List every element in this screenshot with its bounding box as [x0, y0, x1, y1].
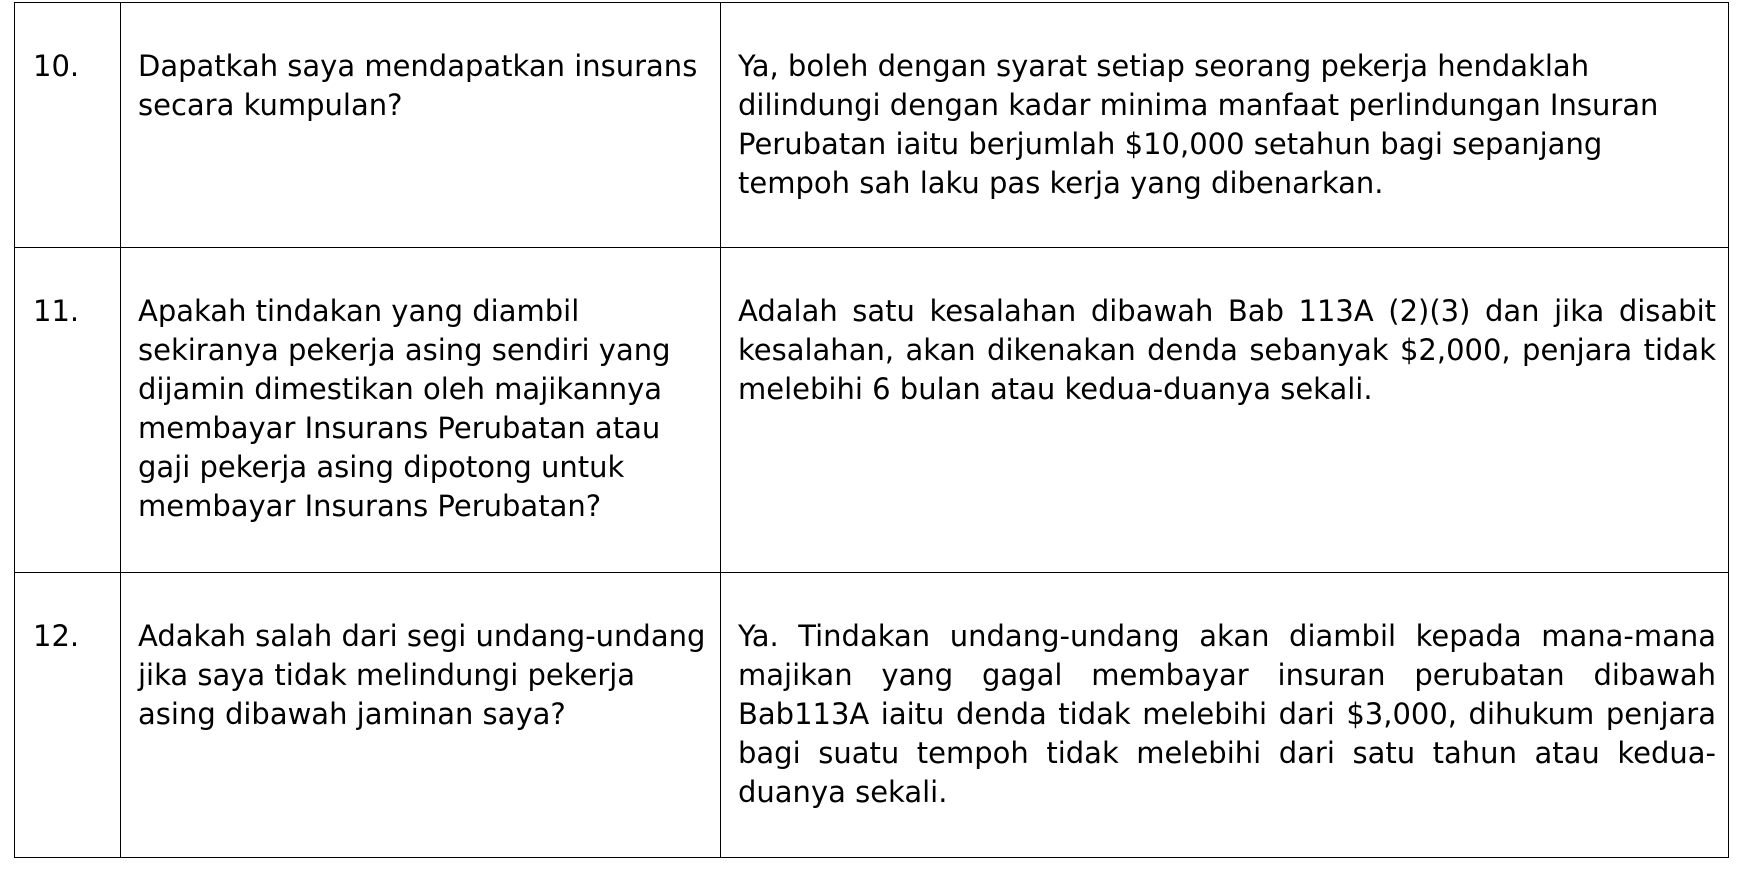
faq-row — [15, 573, 1729, 858]
faq-answer: Adalah satu kesalahan dibawah Bab 113A (2)(3) dan jika disabit kesalahan, akan dikenakan denda sebanyak $2,000, penjara tidak melebihi 6 bulan atau kedua-duanya sekali. — [721, 248, 1729, 573]
faq-answer: Ya. Tindakan undang-undang akan diambil kepada mana-mana majikan yang gagal membayar insuran perubatan dibawah Bab113A iaitu denda tidak melebihi dari $3,000, dihukum penjara bagi suatu tempoh tidak melebihi dari satu tahun atau kedua-duanya sekali. — [721, 573, 1729, 858]
faq-row — [15, 248, 1729, 573]
faq-question: Adakah salah dari segi undang-undang jika saya tidak melindungi pekerja asing dibawah jaminan saya? — [121, 573, 721, 858]
faq-number: 12. — [15, 573, 121, 858]
faq-table — [14, 2, 1729, 858]
faq-question: Dapatkah saya mendapatkan insurans secara kumpulan? — [121, 3, 721, 248]
faq-question: Apakah tindakan yang diambil sekiranya pekerja asing sendiri yang dijamin dimestikan oleh majikannya membayar Insurans Perubatan atau gaji pekerja asing dipotong untuk membayar Insurans Perubatan? — [121, 248, 721, 573]
faq-answer: Ya, boleh dengan syarat setiap seorang pekerja hendaklah dilindungi dengan kadar minima manfaat perlindungan Insuran Perubatan iaitu berjumlah $10,000 setahun bagi sepanjang tempoh sah laku pas kerja yang dibenarkan. — [721, 3, 1729, 248]
faq-number: 11. — [15, 248, 121, 573]
faq-number: 10. — [15, 3, 121, 248]
faq-row — [15, 3, 1729, 248]
